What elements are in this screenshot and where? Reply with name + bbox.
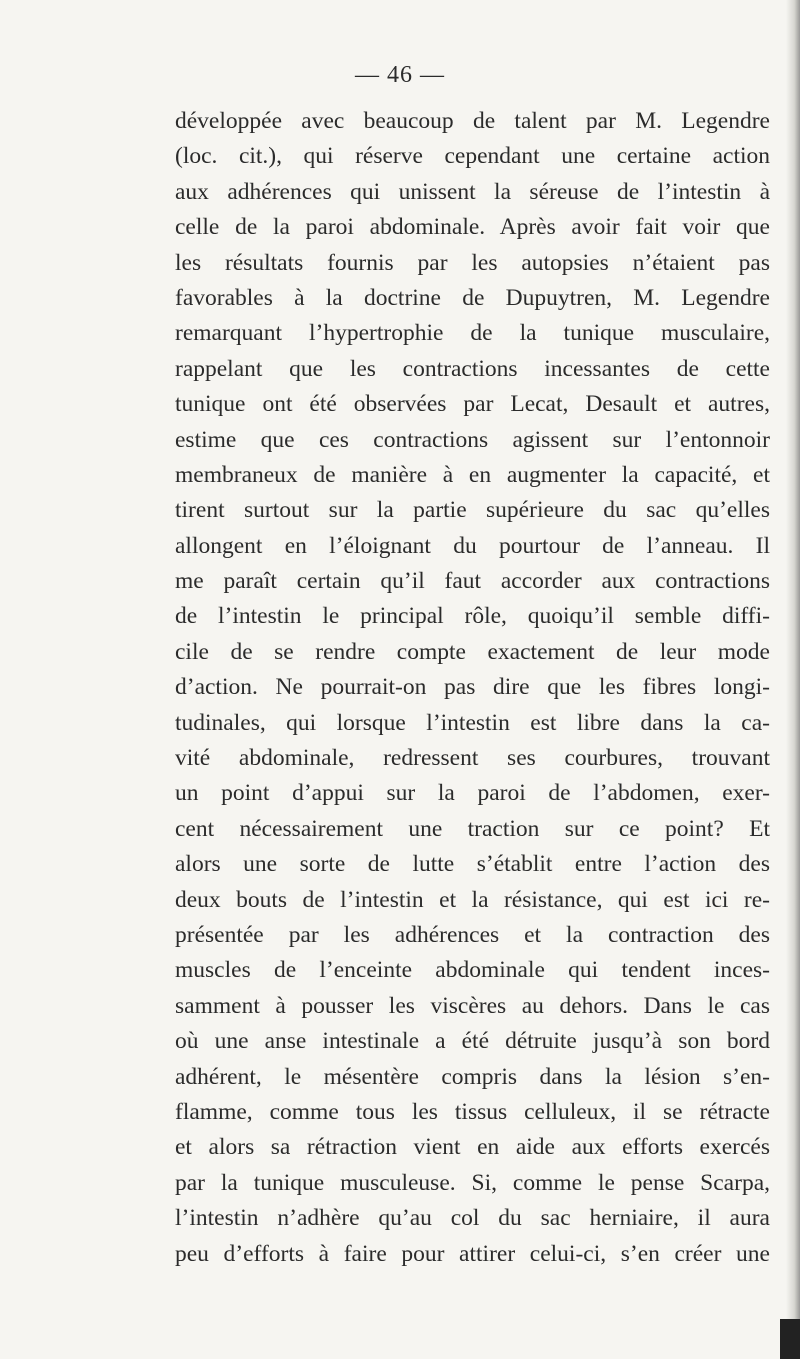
text-line: peu d’efforts à faire pour attirer celui-ci, s’en créer une [175, 1240, 770, 1267]
text-line: rappelant que les contractions incessantes de cette [175, 355, 770, 382]
text-line: tirent surtout sur la partie supérieure du sac qu’elles [175, 497, 770, 524]
text-line: les résultats fournis par les autopsies n’étaient pas [175, 249, 770, 276]
text-line: remarquant l’hypertrophie de la tunique musculaire, [175, 320, 770, 347]
text-line: où une anse intestinale a été détruite jusqu’à son bord [175, 1028, 770, 1055]
text-line: samment à pousser les viscères au dehors. Dans le cas [175, 992, 770, 1019]
text-line: cile de se rendre compte exactement de leur mode [175, 638, 770, 665]
text-line: flamme, comme tous les tissus celluleux, il se rétracte [175, 1098, 770, 1125]
text-line: adhérent, le mésentère compris dans la lésion s’en- [175, 1063, 770, 1090]
text-line: d’action. Ne pourrait-on pas dire que les fibres longi- [175, 674, 770, 701]
text-line: me paraît certain qu’il faut accorder aux contractions [175, 568, 770, 595]
text-line: allongent en l’éloignant du pourtour de l’anneau. Il [175, 532, 770, 559]
text-line: un point d’appui sur la paroi de l’abdomen, exer- [175, 780, 770, 807]
text-line: deux bouts de l’intestin et la résistance, qui est ici re- [175, 886, 770, 913]
text-line: l’intestin n’adhère qu’au col du sac herniaire, il aura [175, 1205, 770, 1232]
text-line: de l’intestin le principal rôle, quoiqu’il semble diffi- [175, 603, 770, 630]
text-line: alors une sorte de lutte s’établit entre l’action des [175, 851, 770, 878]
text-line: cent nécessairement une traction sur ce point? Et [175, 815, 770, 842]
text-line: tudinales, qui lorsque l’intestin est libre dans la ca- [175, 709, 770, 736]
text-line: présentée par les adhérences et la contraction des [175, 921, 770, 948]
text-line: membraneux de manière à en augmenter la capacité, et [175, 461, 770, 488]
text-line: (loc. cit.), qui réserve cependant une certaine action [175, 143, 770, 170]
page-corner-shadow [780, 1319, 800, 1359]
text-line: muscles de l’enceinte abdominale qui tendent inces- [175, 957, 770, 984]
text-line: tunique ont été observées par Lecat, Desault et autres, [175, 391, 770, 418]
text-line: estime que ces contractions agissent sur l’entonnoir [175, 426, 770, 453]
text-line: et alors sa rétraction vient en aide aux efforts exercés [175, 1134, 770, 1161]
text-line: développée avec beaucoup de talent par M. Legendre [175, 108, 770, 134]
page-number: — 46 — [355, 62, 445, 88]
text-line: favorables à la doctrine de Dupuytren, M. Legendre [175, 284, 770, 311]
body-text [175, 104, 770, 1272]
page-edge-shadow [786, 0, 800, 1359]
text-line: vité abdominale, redressent ses courbures, trouvant [175, 745, 770, 772]
text-line: par la tunique musculeuse. Si, comme le pense Scarpa, [175, 1169, 770, 1196]
text-line: aux adhérences qui unissent la séreuse de l’intestin à [175, 178, 770, 205]
text-line: celle de la paroi abdominale. Après avoir fait voir que [175, 214, 770, 241]
